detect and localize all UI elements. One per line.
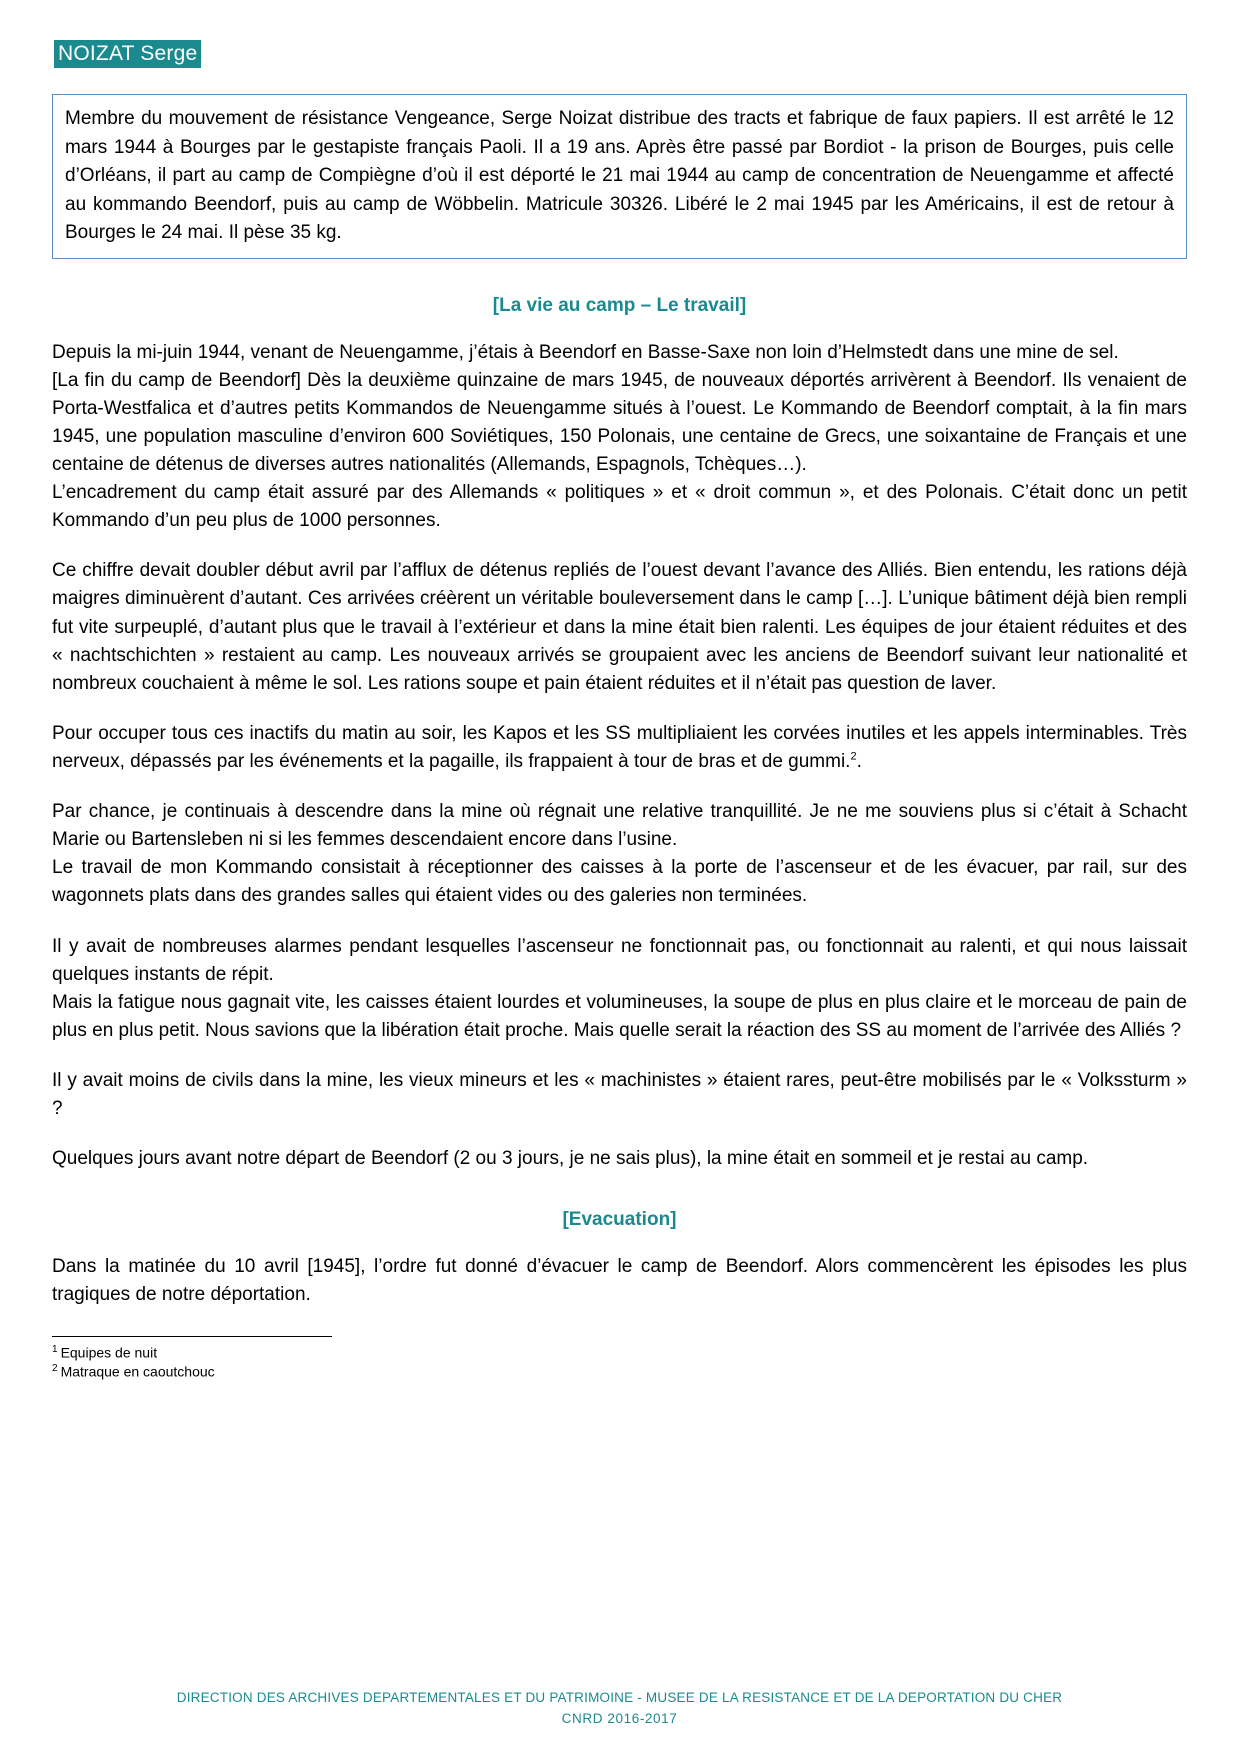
- paragraph: Dans la matinée du 10 avril [1945], l’ordre fut donné d’évacuer le camp de Beendorf. Alors commencèrent les épisodes les plus tragiques de notre déportation.: [52, 1256, 1187, 1306]
- paragraph: Depuis la mi-juin 1944, venant de Neuengamme, j’étais à Beendorf en Basse-Saxe non loin d’Helmstedt dans une mine de sel.: [52, 341, 1119, 363]
- biography-box: [52, 94, 1187, 259]
- footnote-number: 1: [52, 1343, 58, 1355]
- paragraph-block-3: [52, 720, 1187, 776]
- footnote-marker-2: 2: [850, 750, 857, 763]
- paragraph-text: Ce chiffre devait doubler début avril par l’afflux de détenus repliés de l’ouest devant l’avance des Alliés. Bien entendu, les rations déjà maigres diminuèrent d’autant. Ces arrivées créèrent un véritable bouleversement dans le camp […]. L’unique bâtiment déjà bien rempli fut vite surpeuplé, d’autant plus que le travail à l’extérieur et dans la mine était bien ralenti. Les équipes de jour étaient réduites et des « nachtschichten » restaient au camp. Les nouveaux arrivés se groupaient avec les anciens de Beendorf suivant leur nationalité et nombreux couchaient à même le sol. Les rations soupe et pain étaient réduites et il n’était pas question de laver.: [52, 560, 1187, 694]
- biography-text: Membre du mouvement de résistance Vengeance, Serge Noizat distribue des tracts et fabrique de faux papiers. Il est arrêté le 12 mars 1944 à Bourges par le gestapiste français Paoli. Il a 19 ans. Après être passé par Bordiot - la prison de Bourges, puis celle d’Orléans, il part au camp de Compiègne d’où il est déporté le 21 mai 1944 au camp de concentration de Neuengamme et affecté au kommando Beendorf, puis au camp de Wöbbelin. Matricule 30326. Libéré le 2 mai 1945 par les Américains, il est de retour à Bourges le 24 mai. Il pèse 35 kg.: [65, 108, 1174, 244]
- section-heading-evacuation: [Evacuation]: [562, 1209, 677, 1231]
- paragraph: Par chance, je continuais à descendre dans la mine où régnait une relative tranquillité. Je ne me souviens plus si c’était à Schacht Marie ou Bartensleben ni si les femmes descendaient encore dans l’usine.: [52, 801, 1187, 851]
- paragraph: [52, 557, 1187, 698]
- paragraph: [La fin du camp de Beendorf] Dès la deuxième quinzaine de mars 1945, de nouveaux déportés arrivèrent à Beendorf. Ils venaient de Porta-Westfalica et d’autres petits Kommandos de Neuengamme situés à l’ouest. Le Kommando de Beendorf comptait, à la fin mars 1945, une population masculine d’environ 600 Soviétiques, 150 Polonais, une centaine de Grecs, une soixantaine de Français et une centaine de détenus de diverses autres nationalités (Allemands, Espagnols, Tchèques…).: [52, 369, 1187, 476]
- paragraph-block-1: [52, 339, 1187, 536]
- paragraph: Quelques jours avant notre départ de Beendorf (2 ou 3 jours, je ne sais plus), la mine était en sommeil et je restai au camp.: [52, 1148, 1089, 1170]
- paragraph-block-2: [52, 557, 1187, 698]
- paragraph: Il y avait de nombreuses alarmes pendant lesquelles l’ascenseur ne fonctionnait pas, ou fonctionnait au ralenti, et qui nous laissait quelques instants de répit.: [52, 935, 1187, 985]
- footer-line-institutions: DIRECTION DES ARCHIVES DEPARTEMENTALES ET DU PATRIMOINE - MUSEE DE LA RESISTANCE ET DE LA DEPORTATION DU CHER: [176, 1689, 1063, 1705]
- section-heading-work: [La vie au camp – Le travail]: [492, 294, 747, 316]
- paragraph-text: Pour occuper tous ces inactifs du matin au soir, les Kapos et les SS multipliaient les corvées inutiles et les appels interminables. Très nerveux, dépassés par les événements et la pagaille, ils frappaient à tour de bras et de gummi.: [52, 722, 1187, 773]
- footnotes: [52, 1336, 1187, 1382]
- footnote-text: Equipes de nuit: [60, 1344, 158, 1361]
- paragraph-block-4: [52, 798, 1187, 910]
- footnote-text: Matraque en caoutchouc: [60, 1363, 215, 1380]
- footnote-item: [52, 1343, 1187, 1363]
- page-title-wrapper: [52, 40, 1187, 68]
- paragraph-block-8: [52, 1253, 1187, 1309]
- paragraph: Le travail de mon Kommando consistait à réceptionner des caisses à la porte de l’ascenseur et de les évacuer, par rail, sur des wagonnets plats dans des grandes salles qui étaient vides ou des galeries non terminées.: [52, 857, 1187, 907]
- footnote-number: 2: [52, 1363, 58, 1375]
- paragraph-block-5: [52, 933, 1187, 1045]
- paragraph-block-7: [52, 1145, 1187, 1173]
- footer-line-cnrd: CNRD 2016-2017: [561, 1711, 678, 1727]
- paragraph: Il y avait moins de civils dans la mine, les vieux mineurs et les « machinistes » étaient rares, peut-être mobilisés par le « Volkssturm » ?: [52, 1070, 1187, 1120]
- paragraph-block-6: [52, 1067, 1187, 1123]
- paragraph: Mais la fatigue nous gagnait vite, les caisses étaient lourdes et volumineuses, la soupe de plus en plus claire et le morceau de pain de plus en plus petit. Nous savions que la libération était proche. Mais quelle serait la réaction des SS au moment de l’arrivée des Alliés ?: [52, 991, 1187, 1041]
- page-title: NOIZAT Serge: [54, 40, 201, 68]
- footnote-item: [52, 1362, 1187, 1382]
- paragraph: L’encadrement du camp était assuré par des Allemands « politiques » et « droit commun », et des Polonais. C’était donc un petit Kommando d’un peu plus de 1000 personnes.: [52, 482, 1187, 532]
- page-footer: [0, 1687, 1239, 1730]
- footnote-separator: [52, 1336, 332, 1337]
- paragraph: Pour occuper tous ces inactifs du matin au soir, les Kapos et les SS multipliaient les corvées inutiles et les appels interminables. Très nerveux, dépassés par les événements et la pagaille, ils frappaient à tour de bras et de gummi.$^2$.: [52, 722, 1187, 773]
